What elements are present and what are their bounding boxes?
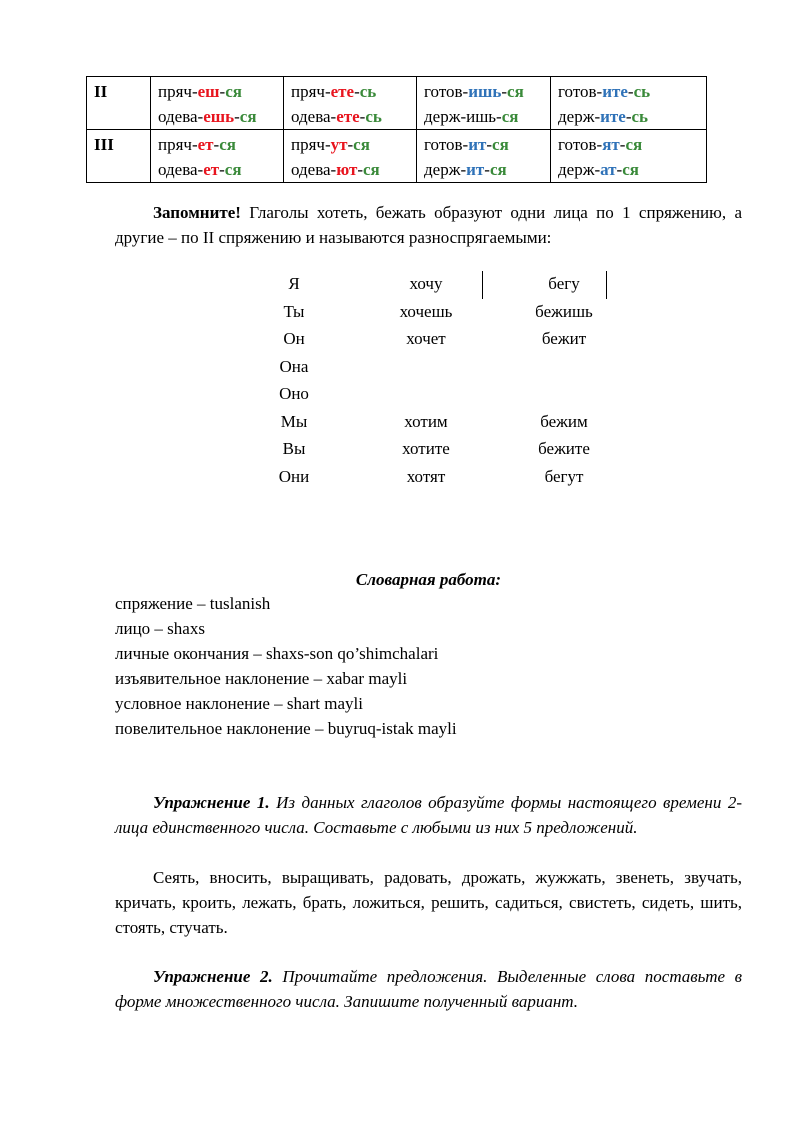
bezhat-form: бежим xyxy=(540,411,588,431)
bezhat-form: бежишь xyxy=(535,301,593,321)
pronoun: Оно xyxy=(279,384,309,403)
verb-forms-row xyxy=(255,325,635,353)
verb-form xyxy=(158,104,277,129)
pronoun: Он xyxy=(283,329,305,348)
pronoun: Я xyxy=(288,274,300,293)
vocabulary-item: спряжение – tuslanish xyxy=(115,594,271,613)
pronoun: Мы xyxy=(280,411,308,431)
verb-forms-row xyxy=(255,463,635,491)
verb-ending: ешь xyxy=(203,107,235,126)
verb-stem: - xyxy=(347,135,354,154)
verb-ending: ите xyxy=(600,107,626,126)
verb-stem: держ-ишь- xyxy=(424,107,502,126)
verb-ending: ат xyxy=(600,160,617,179)
verb-ending: ете xyxy=(330,82,355,101)
remember-lead: Запомните! xyxy=(153,203,241,222)
verb-stem: одева- xyxy=(291,107,337,126)
verb-ending: сь xyxy=(631,107,649,126)
table-row xyxy=(87,130,707,183)
verb-stem: - xyxy=(501,82,508,101)
conjugation-label: II xyxy=(87,77,151,130)
exercise-1-verbs: Сеять, вносить, выращивать, радовать, дрожать, жужжать, звенеть, звучать, кричать, кроить, лежать, брать, ложиться, решить, садиться, свистеть, сидеть, шить, стоять, стучать. xyxy=(115,868,742,937)
verb-ending: ся xyxy=(353,135,370,154)
verb-ending: ся xyxy=(219,135,236,154)
hotet-form: хочет xyxy=(406,329,446,348)
verb-ending: ут xyxy=(330,135,348,154)
table-cell xyxy=(284,77,417,130)
table-cell xyxy=(417,77,551,130)
verb-forms-row xyxy=(255,380,635,408)
pronoun: Они xyxy=(278,466,310,486)
verb-stem: - xyxy=(484,160,490,179)
verb-ending: ся xyxy=(625,135,643,154)
verb-stem: пряч- xyxy=(158,82,198,101)
verb-stem: - xyxy=(219,82,226,101)
verb-stem: пряч- xyxy=(291,135,331,154)
verb-ending: ят xyxy=(602,135,620,154)
verb-form xyxy=(424,104,544,129)
verb-stem: - xyxy=(625,107,632,126)
verb-form xyxy=(291,132,410,157)
bezhat-form: бегу xyxy=(548,274,580,293)
conjugation-table xyxy=(86,76,707,183)
verb-form xyxy=(558,79,700,104)
table-cell xyxy=(417,130,551,183)
verb-stem: одева- xyxy=(158,107,204,126)
verb-form xyxy=(158,132,277,157)
table-cell xyxy=(551,130,707,183)
verb-forms-table xyxy=(255,270,635,490)
verb-forms-row xyxy=(255,270,635,298)
verb-stem: - xyxy=(357,160,364,179)
verb-stem: одева- xyxy=(291,160,337,179)
verb-ending: сь xyxy=(359,82,377,101)
verb-ending: ит xyxy=(468,135,487,154)
verb-stem: готов- xyxy=(424,82,469,101)
table-cell xyxy=(151,130,284,183)
verb-form xyxy=(291,104,410,129)
vocabulary-item: повелительное наклонение – buyruq-istak mayli xyxy=(115,719,457,738)
vocabulary-title: Словарная работа: xyxy=(355,570,502,589)
verb-ending: ся xyxy=(501,107,519,126)
verb-stem: - xyxy=(234,107,240,126)
verb-ending: сь xyxy=(365,107,382,126)
vocabulary-item: лицо – shaxs xyxy=(115,619,205,638)
verb-ending: еш xyxy=(197,82,220,101)
verb-forms-row xyxy=(255,435,635,463)
verb-stem: готов- xyxy=(424,135,469,154)
verb-ending: сь xyxy=(633,82,651,101)
verb-stem: держ- xyxy=(424,160,467,179)
verb-ending: ся xyxy=(489,160,507,179)
verb-ending: ет xyxy=(203,160,220,179)
exercise-2-text: Прочитайте предложения. Выделенные слова поставьте в форме множественного числа. Запишите полученный вариант. xyxy=(115,967,743,1011)
verb-stem: держ- xyxy=(558,107,601,126)
verb-forms-row xyxy=(255,298,635,326)
verb-ending: ся xyxy=(622,160,639,179)
verb-form xyxy=(558,157,700,182)
table-row xyxy=(87,77,707,130)
remember-paragraph xyxy=(115,200,742,250)
verb-form xyxy=(291,157,410,182)
verb-ending: ся xyxy=(224,160,242,179)
verb-forms-row xyxy=(255,408,635,436)
verb-stem: - xyxy=(219,160,225,179)
verb-stem: держ- xyxy=(558,160,601,179)
hotet-form: хочу xyxy=(409,274,443,293)
verb-stem: - xyxy=(354,82,360,101)
verb-stem: - xyxy=(486,135,493,154)
remember-text: Глаголы хотеть, бежать образуют одни лица по 1 спряжению, а другие – по II спряжению и называются разноспрягаемыми: xyxy=(115,203,742,247)
conjugation-label: III xyxy=(87,130,151,183)
table-cell xyxy=(151,77,284,130)
pronoun: Ты xyxy=(283,301,305,321)
verb-form xyxy=(424,79,544,104)
verb-ending: ся xyxy=(363,160,380,179)
verb-stem: - xyxy=(213,135,220,154)
verb-form xyxy=(291,79,410,104)
verb-stem: пряч- xyxy=(158,135,198,154)
verb-ending: ит xyxy=(466,160,485,179)
verb-stem: готов- xyxy=(558,135,603,154)
pronoun: Она xyxy=(279,356,309,376)
verb-stem: одева- xyxy=(158,160,204,179)
verb-form xyxy=(424,132,544,157)
verb-ending: ет xyxy=(197,135,214,154)
exercise-1-title: Упражнение 1. xyxy=(153,793,270,812)
table-cell xyxy=(284,130,417,183)
hotet-form: хочешь xyxy=(399,301,453,321)
verb-ending: ся xyxy=(507,82,524,101)
verb-ending: ишь xyxy=(468,82,502,101)
bezhat-form: бежит xyxy=(541,329,587,348)
verb-form xyxy=(158,79,277,104)
exercise-2-title: Упражнение 2. xyxy=(153,967,273,986)
verb-ending: ите xyxy=(602,82,628,101)
exercise-2-instruction xyxy=(115,964,742,1014)
hotet-form: хотим xyxy=(404,411,448,431)
vocabulary-list xyxy=(115,591,457,741)
verb-form xyxy=(424,157,544,182)
exercise-1-text: Из данных глаголов образуйте формы настоящего времени 2-лица единственного числа. Составьте с любыми из них 5 предложений. xyxy=(115,793,742,837)
verb-stem: - xyxy=(359,107,366,126)
verb-ending: ся xyxy=(225,82,242,101)
verb-stem: - xyxy=(616,160,623,179)
vocabulary-item: условное наклонение – shart mayli xyxy=(115,694,363,713)
bezhat-form: бегут xyxy=(544,466,584,486)
exercise-1-instruction xyxy=(115,790,742,840)
verb-ending: ся xyxy=(492,135,509,154)
verb-stem: пряч- xyxy=(291,82,331,101)
verb-stem: - xyxy=(627,82,634,101)
vocabulary-item: личные окончания – shaxs-son qo’shimchalari xyxy=(115,644,439,663)
table-cell xyxy=(551,77,707,130)
verb-ending: ете xyxy=(336,107,360,126)
hotet-form: хотите xyxy=(402,439,450,458)
verb-forms-row xyxy=(255,353,635,381)
verb-stem: готов- xyxy=(558,82,603,101)
verb-form xyxy=(158,157,277,182)
verb-form xyxy=(558,132,700,157)
vocabulary-item: изъявительное наклонение – xabar mayli xyxy=(115,669,408,688)
verb-stem: - xyxy=(619,135,626,154)
verb-ending: ют xyxy=(336,160,358,179)
verb-form xyxy=(558,104,700,129)
verb-ending: ся xyxy=(239,107,257,126)
bezhat-form: бежите xyxy=(538,439,590,458)
pronoun: Вы xyxy=(282,439,306,458)
hotet-form: хотят xyxy=(406,466,446,486)
